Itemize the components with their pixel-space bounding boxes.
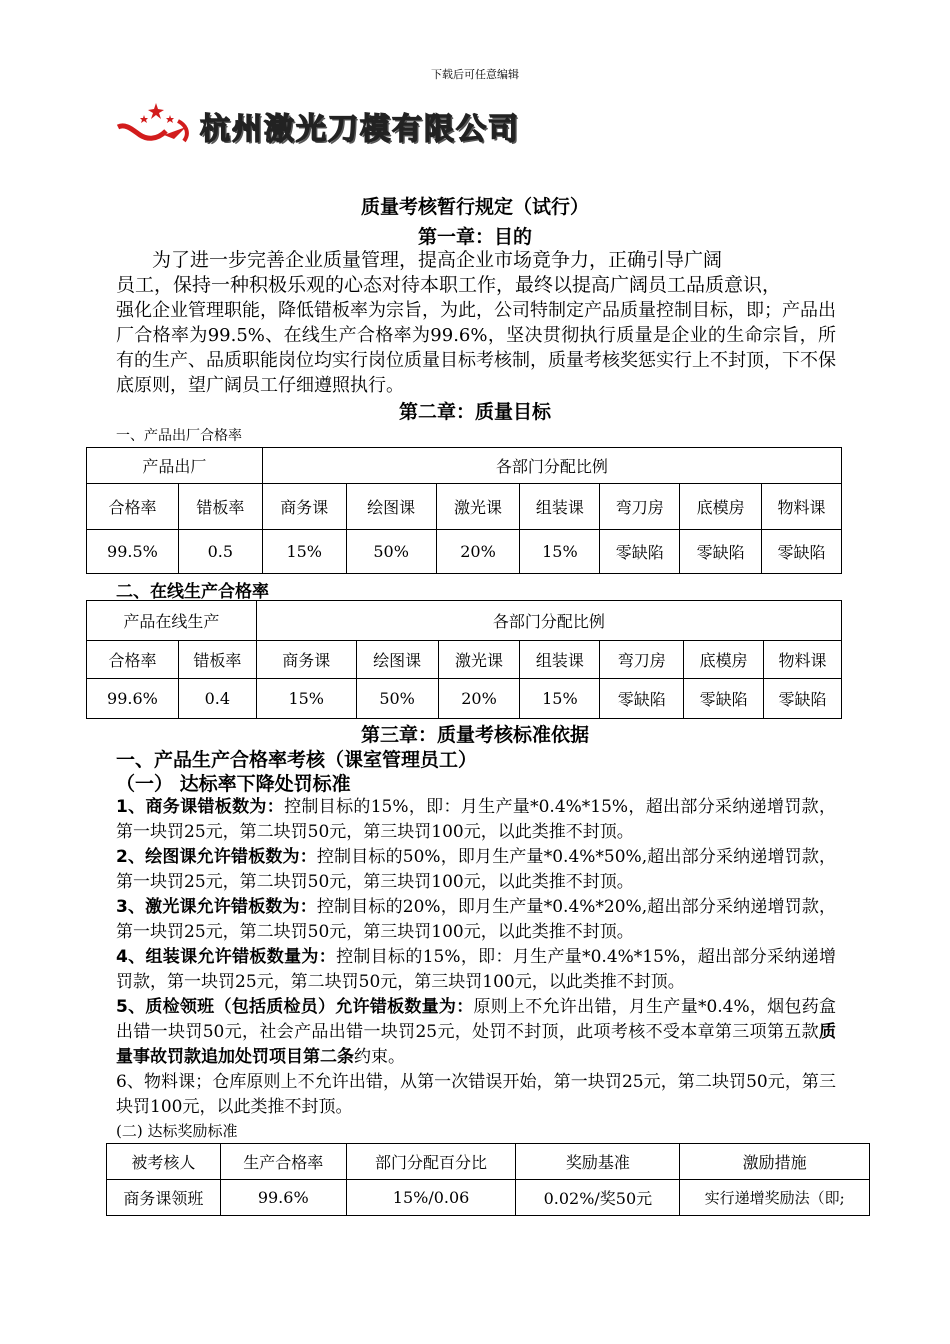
table2-col: 激光课	[438, 641, 520, 679]
table2-head-left: 产品在线生产	[87, 601, 257, 641]
table3-cell: 15%/0.06	[346, 1180, 516, 1216]
table2-col: 组装课	[520, 641, 600, 679]
table1-col: 合格率	[87, 484, 179, 530]
table2-col: 合格率	[87, 641, 179, 679]
table1-col: 激光课	[436, 484, 520, 530]
table2-col: 错板率	[178, 641, 256, 679]
table1-val: 0.5	[178, 530, 262, 574]
table2-val: 20%	[438, 679, 520, 719]
table1-val: 零缺陷	[762, 530, 842, 574]
table1-col: 组装课	[520, 484, 600, 530]
table1-val: 20%	[436, 530, 520, 574]
table2-col: 物料课	[764, 641, 842, 679]
table2-col: 弯刀房	[600, 641, 684, 679]
chapter3-heading: 第三章：质量考核标准依据	[360, 724, 589, 746]
table1-col: 错板率	[178, 484, 262, 530]
chapter1-paragraph	[116, 248, 836, 398]
online-pass-table	[86, 600, 842, 719]
chapter1-rest: 强化企业管理职能，降低错板率为宗旨，为此，公司特制定产品质量控制目标，即；产品出厂合格率为99.5%、在线生产合格率为99.6%，坚决贯彻执行质量是企业的生命宗旨，所有的生产、品质职能岗位均实行岗位质量目标考核制，质量考核奖惩实行上不封顶，下不保底原则，望广阔员工仔细遵照执行。	[116, 300, 836, 396]
table1-val: 15%	[520, 530, 600, 574]
table3-col: 激励措施	[680, 1144, 870, 1180]
logo-mark-icon	[116, 101, 196, 151]
table2-col: 底模房	[684, 641, 764, 679]
table2-val: 50%	[356, 679, 438, 719]
penalty-item: 1、商务课错板数为：控制目标的15%，即：月生产量*0.4%*15%，超出部分采纳递增罚款，第一块罚25元，第二块罚50元，第三块罚100元，以此类推不封顶。	[116, 797, 836, 842]
table3-cell: 0.02%/奖50元	[516, 1180, 680, 1216]
table2-val: 零缺陷	[600, 679, 684, 719]
table3-col: 生产合格率	[220, 1144, 346, 1180]
table2-val: 零缺陷	[764, 679, 842, 719]
table1-col: 弯刀房	[600, 484, 680, 530]
table2-val: 99.6%	[87, 679, 179, 719]
chapter1-heading: 第一章：目的	[417, 226, 532, 248]
table1-head-right: 各部门分配比例	[262, 448, 841, 484]
table3-col: 奖励基准	[516, 1144, 680, 1180]
penalty-standard-heading: （一） 达标率下降处罚标准	[116, 773, 351, 795]
table2-val: 0.4	[178, 679, 256, 719]
table2-col: 商务课	[256, 641, 356, 679]
table1-val: 零缺陷	[600, 530, 680, 574]
table1-head-left: 产品出厂	[87, 448, 263, 484]
table1-val: 50%	[346, 530, 436, 574]
table3-col: 部门分配百分比	[346, 1144, 516, 1180]
penalty-item: 2、绘图课允许错板数为：控制目标的50%，即月生产量*0.4%*50%,超出部分采纳递增罚款，第一块罚25元，第二块罚50元，第三块罚100元，以此类推不封顶。	[116, 847, 836, 892]
company-name-logo: 杭州激光刀模有限公司	[200, 112, 520, 147]
table1-col: 物料课	[762, 484, 842, 530]
table3-cell: 99.6%	[220, 1180, 346, 1216]
chapter3-section1-heading: 一、产品生产合格率考核（课室管理员工）	[116, 749, 478, 771]
sub-heading-online: 二、在线生产合格率	[116, 582, 269, 602]
factory-pass-table	[86, 447, 842, 574]
company-logo	[116, 98, 616, 154]
penalty-item: 3、激光课允许错板数为：控制目标的20%，即月生产量*0.4%*20%,超出部分采纳递增罚款，第一块罚25元，第二块罚50元，第三块罚100元，以此类推不封顶。	[116, 897, 836, 942]
sub-heading-factory: 一、产品出厂合格率	[116, 428, 242, 444]
document-title: 质量考核暂行规定（试行）	[360, 196, 589, 218]
table1-val: 99.5%	[87, 530, 179, 574]
table3-cell: 商务课领班	[107, 1180, 221, 1216]
table2-val: 零缺陷	[684, 679, 764, 719]
reward-standard-heading: (二) 达标奖励标准	[116, 1122, 238, 1140]
table3-cell: 实行递增奖励法（即;	[680, 1180, 870, 1216]
table2-val: 15%	[256, 679, 356, 719]
penalty-items	[116, 795, 836, 1120]
table1-val: 15%	[262, 530, 346, 574]
table1-col: 绘图课	[346, 484, 436, 530]
table1-col: 商务课	[262, 484, 346, 530]
penalty-item: 4、组装课允许错板数量为：控制目标的15%，即：月生产量*0.4%*15%，超出部分采纳递增罚款，第一块罚25元，第二块罚50元，第三块罚100元，以此类推不封顶。	[116, 947, 837, 992]
table2-head-right: 各部门分配比例	[256, 601, 841, 641]
penalty-item-5: 5、质检领班（包括质检员）允许错板数量为：原则上不允许出错，月生产量*0.4%，烟包药盒出错一块罚50元，社会产品出错一块罚25元，处罚不封顶，此项考核不受本章第三项第五款质量事故罚款追加处罚项目第二条约束。	[116, 997, 836, 1067]
table1-val: 零缺陷	[680, 530, 762, 574]
reward-table	[106, 1143, 870, 1216]
table2-col: 绘图课	[356, 641, 438, 679]
table1-col: 底模房	[680, 484, 762, 530]
penalty-item-6: 6、物料课；仓库原则上不允许出错，从第一次错误开始，第一块罚25元，第二块罚50元，第三块罚100元，以此类推不封顶。	[116, 1072, 836, 1117]
chapter1-line1: 为了进一步完善企业质量管理，提高企业市场竟争力，正确引导广阔	[152, 249, 723, 271]
chapter1-line2: 员工，保持一种积极乐观的心态对待本职工作，最终以提高广阔员工品质意识，	[116, 274, 782, 296]
table3-col: 被考核人	[107, 1144, 221, 1180]
header-note: 下载后可任意编辑	[431, 68, 519, 81]
table2-val: 15%	[520, 679, 600, 719]
chapter2-heading: 第二章：质量目标	[398, 401, 551, 423]
